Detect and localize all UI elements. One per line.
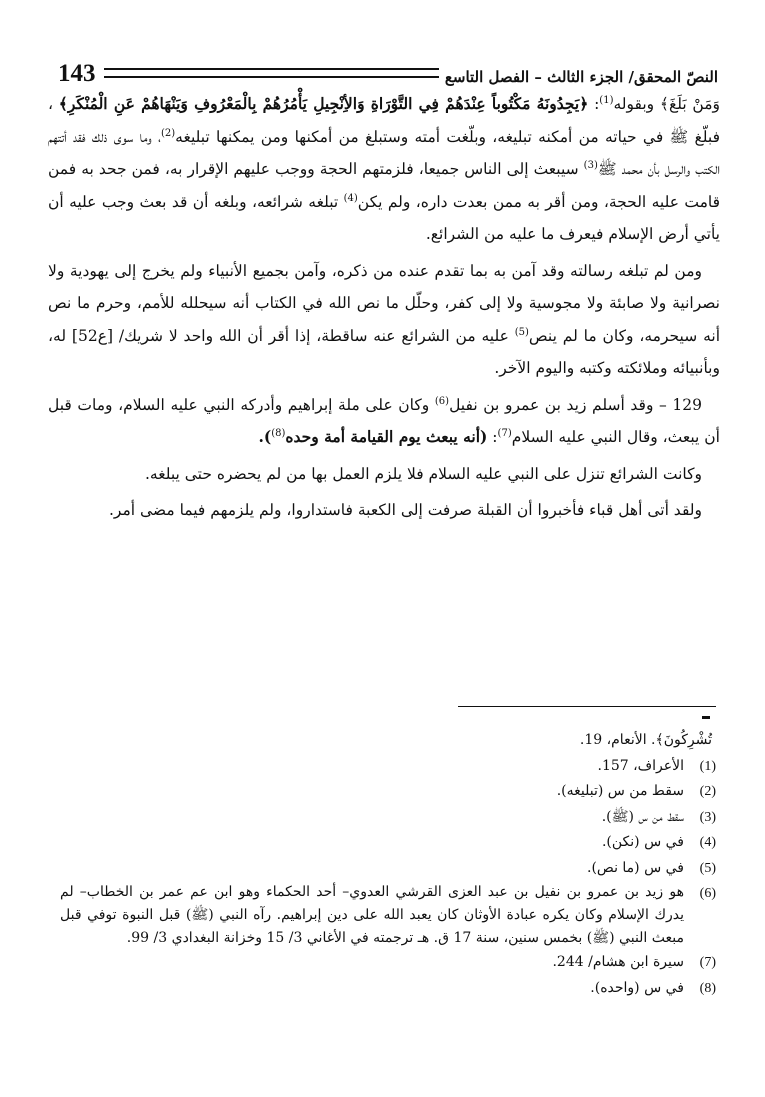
hadith-quote-end: ). [258, 427, 272, 446]
paragraph-5: ولقد أتى أهل قباء فأخبروا أن القبلة صرفت إلى الكعبة فاستداروا، ولم يلزمهم فيما مضى أمر. [108, 501, 702, 519]
footnote-item [60, 754, 716, 780]
p3-text-a: – وقد أسلم زيد بن عمرو بن نفيل [449, 395, 673, 414]
footnote-item [60, 779, 716, 805]
footnote-item [60, 805, 716, 831]
footnote-ref-7: (7) [497, 427, 512, 439]
footnote-item [60, 976, 716, 1002]
section-number: 129 [672, 395, 702, 414]
footnote-text: في س (واحده). [590, 979, 684, 996]
p3-text-c: : [487, 428, 498, 446]
footnote-text: سقط من س (ﷺ). [601, 808, 684, 825]
footnote-text: سيرة ابن هشام/ 244. [552, 954, 684, 970]
p2-text-c: له، وبأنبيائه وملائكته وكتبه واليوم الآخر. [48, 326, 720, 377]
footnote-continuation: تُشْرِكُونَ﴾. الأنعام، 19. [579, 732, 712, 748]
paragraph-1 [48, 88, 720, 251]
footnote-ref-6: (6) [434, 395, 450, 407]
footnote-separator-dash [702, 716, 710, 719]
footnote-number: (2) [699, 784, 716, 799]
footnote-number: (5) [699, 860, 716, 876]
footnote-item [60, 950, 716, 976]
footnote-text: سقط من س (تبليغه). [556, 783, 684, 799]
hadith-quote: (أنه يبعث يوم القيامة أمة وحده [285, 427, 488, 446]
footnote-ref-5: (5) [514, 326, 529, 338]
footnote-ref-2: (2) [160, 127, 176, 139]
header-rule [104, 68, 439, 78]
p3-text-b: وكان على ملة إبراهيم وأدركه النبي عليه السلام، ومات قبل أن يبعث، وقال النبي عليه السلام [48, 395, 720, 446]
footnote-item [60, 856, 716, 882]
p1-text-d: ، وما سوى ذلك فقد أتتهم الكتب والرسل بأن محمد ﷺ [48, 127, 720, 178]
footnote-number: (6) [699, 886, 716, 901]
footnote-number: (4) [699, 835, 716, 850]
footnote-ref-4: (4) [343, 192, 358, 204]
paragraph-4: وكانت الشرائع تنزل على النبي عليه السلام فلا يلزم العمل بها من لم يحضره حتى يبلغه. [144, 464, 702, 483]
footnote-number: (3) [699, 809, 716, 825]
footnote-text: في س (نكن). [601, 834, 684, 850]
quran-verse: ﴿يَجِدُونَهُ مَكْتُوباً عِنْدَهُمْ فِي التَّوْرَاةِ وَالأِنْجِيلِ يَأْمُرُهُمْ بِالْمَعْرُوفِ وَيَنْهَاهُمْ عَنِ الْمُنْكَرِ﴾ [58, 94, 589, 113]
footnote-ref-1: (1) [599, 94, 614, 106]
p2-text-b: عليه من الشرائع عنه ساقطة، إذا أقر أن الله واحد لا شريك/ [113, 326, 515, 345]
p1-text-c: ، فبلّغ ﷺ في حياته من أمكنه تبليغه، وبلّغت أمته وستبلغ من أمكنها ومن يمكنها تبليغه [48, 95, 720, 146]
footnote-number: (1) [699, 758, 716, 774]
footnotes [60, 728, 716, 1001]
footnote-number: (8) [699, 980, 716, 996]
footnote-separator [458, 706, 716, 707]
p1-text-b: : [588, 95, 600, 113]
footnote-text: هو زيد بن عمرو بن نفيل بن عبد العزى القرشي العدوي– أحد الحكماء وهو ابن عم عمر بن الخطاب– لم يدرك الإسلام وكان يكره عبادة الأوثان كان يعبد الله على دين إبراهيم. رآه النبي (ﷺ) قبل النبوة توفي قبل مبعث النبي (ﷺ) بخمس سنين، سنة 17 ق. هـ ترجمته في الأغاني 3/ 15 وخزانة البغدادي 3/ 99. [60, 884, 684, 946]
header-title: النصّ المحقق/ الجزء الثالث – الفصل التاسع [444, 68, 718, 86]
p1-text-e: سيبعث إلى الناس جميعا، فلزمتهم الحجة ووجب عليهم الإقرار به، فمن جحد به فمن قامت عليه الحجة، ومن أقر به ممن بعدت داره، ولم يكن [48, 160, 720, 211]
footnote-text: الأعراف، 157. [597, 757, 684, 774]
footnote-ref-8: (8) [271, 427, 286, 439]
footnote-item [60, 881, 716, 950]
main-text [48, 88, 720, 531]
footnote-text: في س (ما نص). [587, 859, 684, 876]
footnote-number: (7) [699, 955, 716, 970]
p1-text-a: وَمَنْ بَلَغَ﴾ وبقوله [613, 95, 720, 113]
paragraph-2 [48, 255, 720, 385]
folio-marker: [52ع] [71, 326, 113, 345]
running-header [58, 50, 718, 86]
p1-text-f: تبلغه شرائعه، وبلغه أن قد بعث وجب عليه أن يأتي أرض الإسلام فيعرف ما عليه من الشرائع. [48, 192, 720, 243]
paragraph-3 [48, 389, 720, 454]
footnote-item [60, 830, 716, 856]
footnote-ref-3: (3) [583, 159, 598, 171]
p2-text-a: ومن لم تبلغه رسالته وقد آمن به بما تقدم عنده من ذكره، وآمن بجميع الأنبياء ولم يخرج إلى يهودية ولا نصرانية ولا صابئة ولا مجوسية ولا إلى كفر، وحلّل ما نص الله في الكتاب أنه سيحلله للأمم، وحرم ما نص أنه سيحرمه، وكان ما لم ينص [48, 261, 720, 345]
page-number: 143 [58, 60, 96, 87]
